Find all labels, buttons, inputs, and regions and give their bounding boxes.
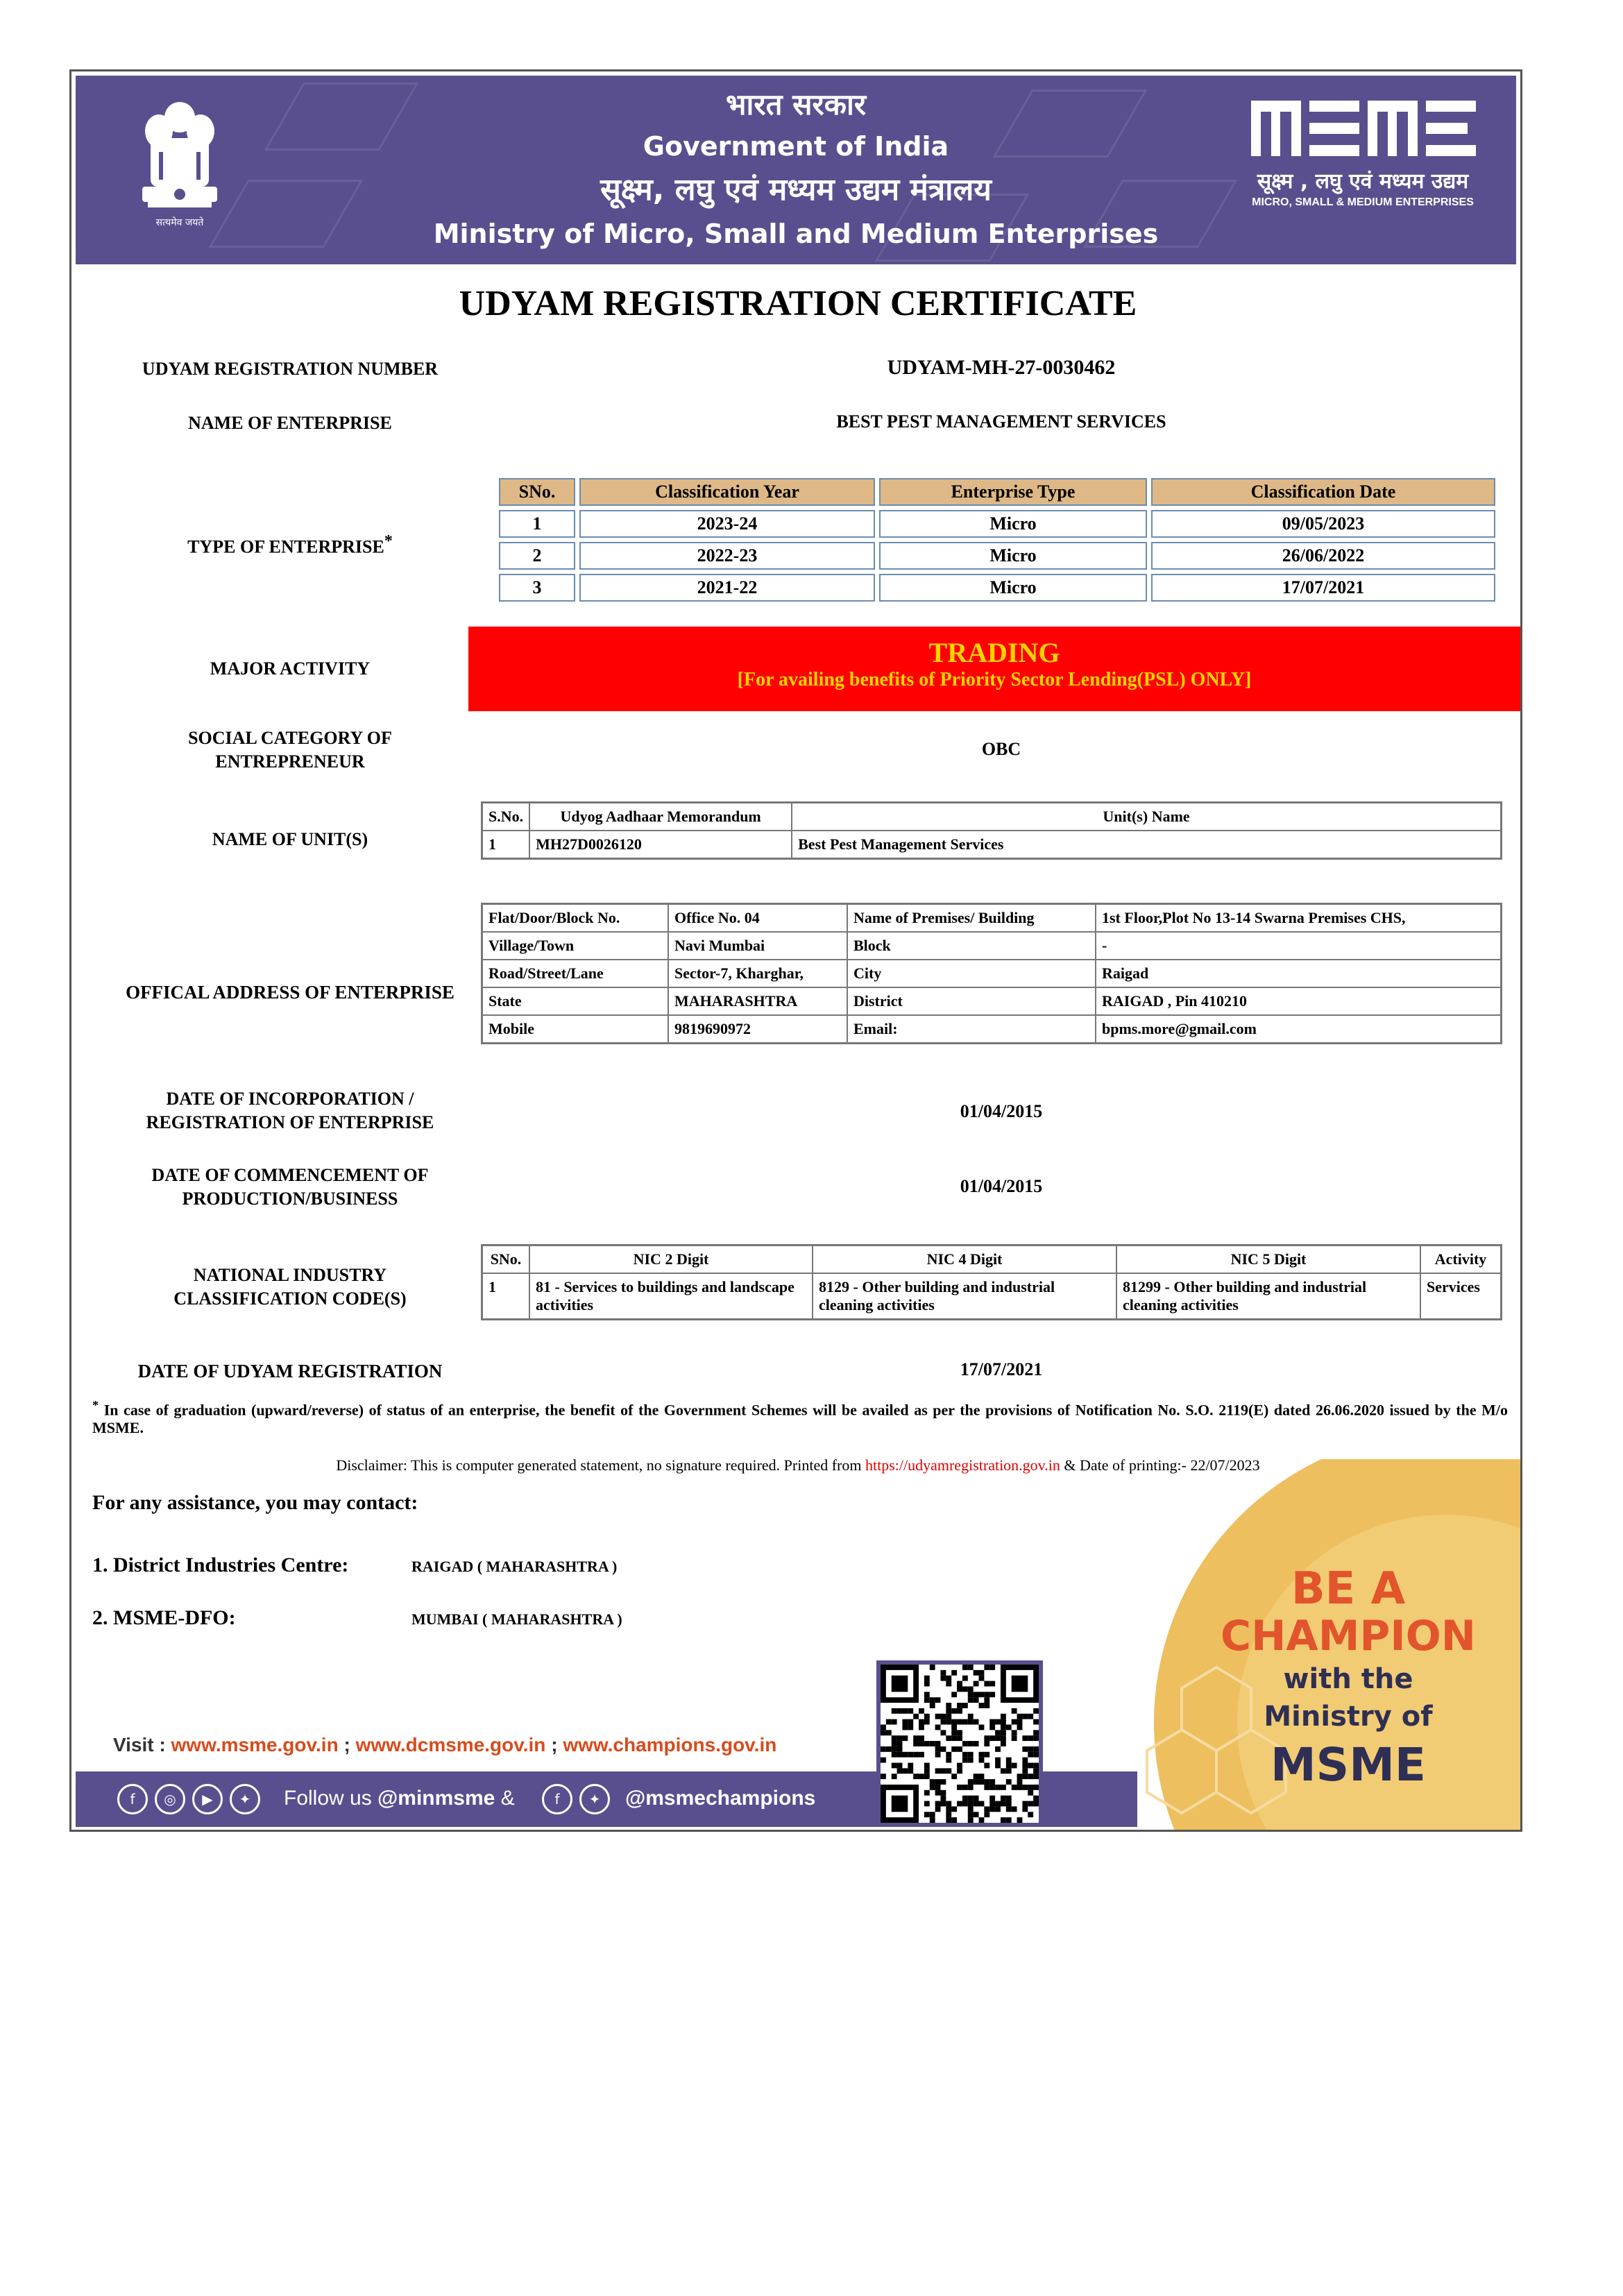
cell-key: Road/Street/Lane [482,960,668,987]
registration-number-label: UDYAM REGISTRATION NUMBER [142,359,439,379]
champions-site-link[interactable]: www.champions.gov.in [563,1734,777,1755]
champ-line4: Ministry of [1264,1701,1433,1733]
government-of-india: Government of India [643,131,949,162]
cell-key: District [847,987,1096,1015]
address-table [481,903,1502,1044]
col-enterprise-type: Enterprise Type [879,478,1147,506]
msmechampions-handle[interactable]: @msmechampions [625,1787,816,1810]
cell-key: Mobile [482,1015,668,1043]
facebook-icon[interactable]: f [542,1784,572,1814]
unit-names-label: NAME OF UNIT(S) [212,829,368,849]
major-activity-value: TRADING [928,637,1060,668]
registration-number: UDYAM-MH-27-0030462 [887,356,1116,379]
col-nic-2: NIC 2 Digit [529,1245,813,1273]
cell-type: Micro [879,510,1147,538]
type-of-enterprise-label [85,529,495,559]
cell-year: 2023-24 [579,510,875,538]
nic-table [481,1244,1502,1320]
table-row [482,831,1501,858]
social-category-value: OBC [981,739,1021,759]
cell-value: 1st Floor,Plot No 13-14 Swarna Premises CHS, [1096,904,1501,932]
certificate-frame [69,69,1522,1832]
commence-label-line2: PRODUCTION/BUSINESS [182,1189,398,1209]
youtube-icon[interactable]: ▶ [192,1784,223,1814]
table-row [482,987,1501,1015]
footnote-text: In case of graduation (upward/reverse) of status of an enterprise, the benefit of the Government Schemes will be availed as per the provisions of Notification No. S.O. 2119(E) dated 26.06.2020 issued by the M/o MSME. [92,1401,1509,1437]
col-sno: S.No. [482,803,529,831]
col-classification-date: Classification Date [1151,478,1495,506]
incorp-label-line2: REGISTRATION OF ENTERPRISE [146,1112,434,1132]
cell-date: 26/06/2022 [1151,542,1495,570]
type-label-text: TYPE OF ENTERPRISE [187,536,384,557]
certificate-title: UDYAM REGISTRATION CERTIFICATE [459,284,1137,323]
cell-key: State [482,987,668,1015]
commencement-date-label [85,1164,495,1211]
cell-nic-5: 81299 - Other building and industrial cleaning activities [1116,1273,1420,1319]
cell-nic-4: 8129 - Other building and industrial cleaning activities [813,1273,1116,1319]
table-row [499,574,1495,602]
udyam-portal-link[interactable]: https://udyamregistration.gov.in [865,1456,1060,1474]
dic-label: 1. District Industries Centre: [92,1554,349,1576]
type-footnote-star: * [384,532,393,550]
cell-key: Village/Town [482,932,668,960]
qr-code [876,1660,1043,1827]
col-sno: SNo. [482,1245,529,1273]
cell-value: Office No. 04 [668,904,847,932]
msme-dfo-value: MUMBAI ( MAHARASHTRA ) [411,1610,622,1628]
social-label-line1: SOCIAL CATEGORY OF [188,728,392,748]
champ-line1: BE A [1291,1563,1406,1615]
col-sno: SNo. [499,478,575,506]
hindi-ministry: सूक्ष्म, लघु एवं मध्यम उद्यम मंत्रालय [600,172,992,207]
logo-english-text: MICRO, SMALL & MEDIUM ENTERPRISES [1252,196,1474,208]
cell-type: Micro [879,542,1147,570]
qr-code-icon [881,1665,1039,1823]
cell-year: 2022-23 [579,542,875,570]
col-activity: Activity [1420,1245,1501,1273]
champ-line5: MSME [1271,1738,1426,1792]
footnote-star: * [92,1398,99,1412]
enterprise-name-label: NAME OF ENTERPRISE [188,413,392,433]
msme-logo-wordmark [1248,98,1477,159]
instagram-icon[interactable]: ◎ [155,1784,185,1814]
commencement-date: 01/04/2015 [960,1176,1043,1196]
cell-udyog-aadhaar: MH27D0026120 [529,831,792,858]
table-row [482,1015,1501,1043]
cell-key: Block [847,932,1096,960]
incorporation-date: 01/04/2015 [960,1101,1043,1121]
table-row [499,542,1495,570]
disclaimer-text: Disclaimer: This is computer generated statement, no signature required. Printed from [336,1456,865,1474]
msme-site-link[interactable]: www.msme.gov.in [171,1734,339,1755]
cell-sno: 1 [482,831,529,858]
col-unit-name: Unit(s) Name [792,803,1501,831]
cell-value: Raigad [1096,960,1501,987]
visit-links [113,1734,776,1756]
social-category-label [85,726,495,774]
assistance-heading: For any assistance, you may contact: [92,1491,418,1514]
major-activity-label: MAJOR ACTIVITY [210,658,371,679]
logo-hindi-text: सूक्ष्म , लघु एवं मध्यम उद्यम [1257,169,1469,194]
twitter-icon[interactable]: ✦ [579,1784,610,1814]
cell-value: MAHARASHTRA [668,987,847,1015]
nic-label-line1: NATIONAL INDUSTRY [193,1265,387,1285]
social-label-line2: ENTREPRENEUR [215,751,365,772]
udyam-date-label: DATE OF UDYAM REGISTRATION [137,1361,443,1381]
minmsme-handle[interactable]: @minmsme [377,1787,495,1810]
nic-code-label [85,1264,495,1311]
cell-value: Sector-7, Kharghar, [668,960,847,987]
address-label: OFFICAL ADDRESS OF ENTERPRISE [126,982,454,1003]
link-separator: ; [545,1734,563,1755]
table-row [499,510,1495,538]
col-nic-5: NIC 5 Digit [1116,1245,1420,1273]
incorp-label-line1: DATE OF INCORPORATION / [166,1089,414,1109]
facebook-icon[interactable]: f [117,1784,148,1814]
be-a-champion-graphic [1140,1459,1522,1832]
enterprise-name: BEST PEST MANAGEMENT SERVICES [836,411,1166,432]
table-row [482,932,1501,960]
cell-key: Email: [847,1015,1096,1043]
nic-label-line2: CLASSIFICATION CODE(S) [173,1289,407,1309]
incorporation-date-label [85,1087,495,1134]
table-row [482,1273,1501,1319]
major-activity-box [468,627,1520,711]
dcmsme-site-link[interactable]: www.dcmsme.gov.in [355,1734,546,1755]
print-date-text: & Date of printing:- 22/07/2023 [1060,1456,1260,1474]
cell-value: RAIGAD , Pin 410210 [1096,987,1501,1015]
commence-label-line1: DATE OF COMMENCEMENT OF [151,1165,429,1185]
cell-year: 2021-22 [579,574,875,602]
cell-value: Navi Mumbai [668,932,847,960]
enterprise-type-table [495,474,1499,606]
cell-nic-2: 81 - Services to buildings and landscape activities [529,1273,813,1319]
twitter-icon[interactable]: ✦ [230,1784,260,1814]
ministry-name: Ministry of Micro, Small and Medium Enterprises [433,219,1159,249]
dic-value: RAIGAD ( MAHARASHTRA ) [411,1558,618,1575]
cell-sno: 3 [499,574,575,602]
follow-label: Follow us [284,1787,378,1810]
udyam-date: 17/07/2021 [960,1359,1043,1379]
col-udyog-aadhaar: Udyog Aadhaar Memorandum [529,803,792,831]
emblem-motto: सत्यमेव जयते [155,217,204,228]
cell-sno: 1 [482,1273,529,1319]
msme-logo [1248,91,1484,244]
follow-ampersand: & [495,1787,515,1810]
table-row [482,904,1501,932]
cell-unit-name: Best Pest Management Services [792,831,1501,858]
hindi-government: भारत सरकार [725,87,867,121]
cell-sno: 1 [499,510,575,538]
units-table [481,801,1502,860]
cell-value: - [1096,932,1501,960]
graduation-footnote [92,1398,1508,1437]
cell-date: 09/05/2023 [1151,510,1495,538]
cell-date: 17/07/2021 [1151,574,1495,602]
link-separator: ; [338,1734,356,1755]
champ-line2: CHAMPION [1221,1612,1476,1660]
visit-label: Visit : [113,1734,171,1755]
cell-sno: 2 [499,542,575,570]
follow-us-text [284,1787,515,1810]
header-banner [76,76,1516,264]
champ-line3: with the [1283,1663,1413,1695]
cell-value: 9819690972 [668,1015,847,1043]
cell-key: Flat/Door/Block No. [482,904,668,932]
cell-key: Name of Premises/ Building [847,904,1096,932]
cell-activity: Services [1420,1273,1501,1319]
col-nic-4: NIC 4 Digit [813,1245,1116,1273]
table-row [482,960,1501,987]
msme-dfo-label: 2. MSME-DFO: [92,1606,236,1629]
cell-value: bpms.more@gmail.com [1096,1015,1501,1043]
cell-type: Micro [879,574,1147,602]
major-activity-note: [For availing benefits of Priority Sector Lending(PSL) ONLY] [737,669,1252,690]
cell-key: City [847,960,1096,987]
col-classification-year: Classification Year [579,478,875,506]
